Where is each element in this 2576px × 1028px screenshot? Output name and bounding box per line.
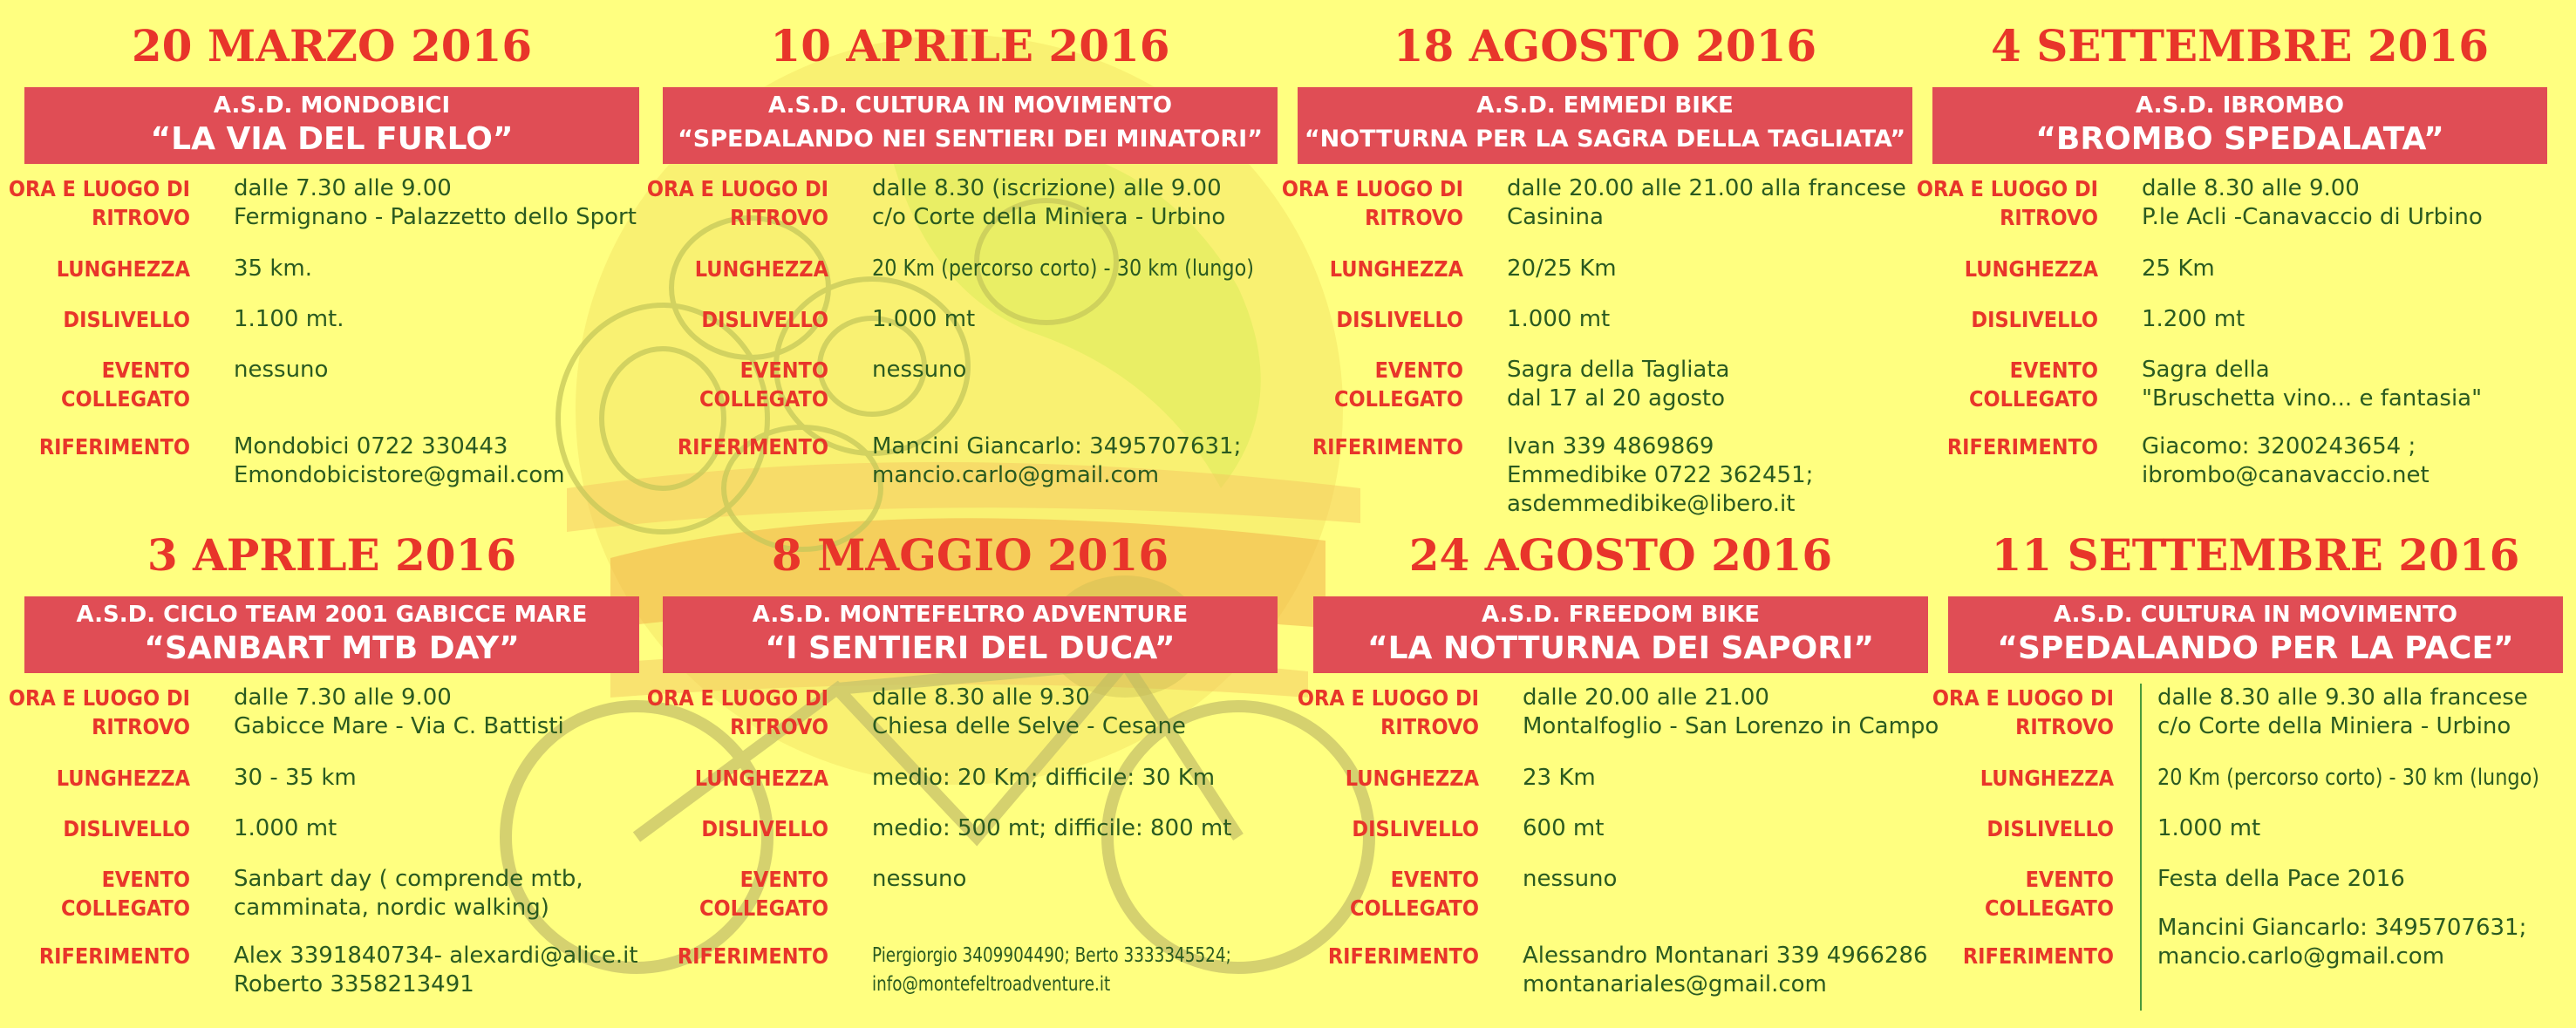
value-line: Mondobici 0722 330443 [234,433,508,460]
value-dislivello: medio: 500 mt; difficile: 800 mt [872,815,1232,841]
label-dislivello: DISLIVELLO [63,307,190,332]
value-line: Giacomo: 3200243654 ; [2142,433,2416,460]
label-riferimento: RIFERIMENTO [38,434,190,460]
value-line: ibrombo@canavaccio.net [2142,462,2429,488]
label-evento: EVENTO COLLEGATO [699,867,828,921]
label-evento: EVENTO COLLEGATO [1968,357,2098,412]
value-ritrovo [1523,684,1939,741]
value-line: camminata, nordic walking) [234,895,549,921]
value-line: Chiesa delle Selve - Cesane [872,713,1186,739]
event-title: “LA NOTTURNA DEI SAPORI” [1366,630,1875,666]
value-ritrovo [1507,174,1906,232]
event-banner [1298,87,1912,164]
value-lunghezza: 30 - 35 km [234,765,357,791]
value-dislivello: 1.200 mt [2142,306,2245,332]
organizer-name: A.S.D. IBROMBO [2135,92,2345,119]
event-date: 3 APRILE 2016 [147,529,517,581]
value-line: Montalfoglio - San Lorenzo in Campo [1523,713,1939,739]
event-card-6 [646,520,1278,1025]
label-ritrovo: ORA E LUOGO DI RITROVO [1281,176,1463,230]
value-dislivello: 1.000 mt [1507,306,1611,332]
event-date: 8 MAGGIO 2016 [771,529,1169,581]
value-line: Ivan 339 4869869 [1507,433,1714,460]
label-riferimento: RIFERIMENTO [38,943,190,969]
value-line: dalle 8.30 alle 9.30 [872,684,1090,711]
label-ritrovo: ORA E LUOGO DI RITROVO [1297,685,1479,739]
value-line: dal 17 al 20 agosto [1507,385,1726,412]
label-evento: EVENTO COLLEGATO [699,357,828,412]
organizer-name: A.S.D. MONTEFELTRO ADVENTURE [752,602,1189,628]
value-line: Mancini Giancarlo: 3495707631; [872,433,1242,460]
value-evento [234,865,583,922]
value-line: dalle 8.30 (iscrizione) alle 9.00 [872,175,1222,201]
value-lunghezza: 20 Km (percorso corto) - 30 km (lungo) [872,255,1254,282]
organizer-name: A.S.D. CULTURA IN MOVIMENTO [768,92,1172,119]
event-date: 11 SETTEMBRE 2016 [1991,529,2520,581]
value-line: Gabicce Mare - Via C. Battisti [234,713,564,739]
value-dislivello: 1.000 mt [2157,815,2261,841]
label-dislivello: DISLIVELLO [701,307,828,332]
label-dislivello: DISLIVELLO [1352,816,1479,841]
value-riferimento [1523,942,1928,999]
value-line: Sagra della Tagliata [1507,357,1730,383]
label-lunghezza: LUNGHEZZA [1329,256,1463,282]
event-card-5 [8,520,639,1025]
event-banner [663,87,1278,164]
value-line: montanariales@gmail.com [1523,971,1827,997]
value-lunghezza: 35 km. [234,255,312,282]
value-line: asdemmedibike@libero.it [1507,491,1796,517]
label-evento: EVENTO COLLEGATO [1333,357,1463,412]
event-card-4 [1916,10,2547,525]
event-title: “SPEDALANDO NEI SENTIERI DEI MINATORI” [678,126,1263,153]
label-lunghezza: LUNGHEZZA [1980,766,2114,791]
label-ritrovo: ORA E LUOGO DI RITROVO [8,685,190,739]
event-title: “BROMBO SPEDALATA” [2035,121,2444,157]
value-lunghezza: medio: 20 Km; difficile: 30 Km [872,765,1216,791]
label-riferimento: RIFERIMENTO [1312,434,1463,460]
event-date: 4 SETTEMBRE 2016 [1991,20,2489,71]
label-ritrovo: ORA E LUOGO DI RITROVO [8,176,190,230]
event-banner [1932,87,2547,164]
value-line: Fermignano - Palazzetto dello Sport [234,204,637,230]
value-lunghezza: 20/25 Km [1507,255,1617,282]
value-line: Roberto 3358213491 [234,971,474,997]
value-riferimento [234,432,565,490]
value-line: Emondobicistore@gmail.com [234,462,565,488]
label-evento: EVENTO COLLEGATO [60,867,190,921]
value-line: nessuno [234,357,329,383]
label-riferimento: RIFERIMENTO [1327,943,1479,969]
event-card-3 [1281,10,1912,525]
value-line: Alex 3391840734- alexardi@alice.it [234,943,638,969]
event-title: “I SENTIERI DEL DUCA” [765,630,1176,666]
value-ritrovo [2157,684,2528,741]
label-dislivello: DISLIVELLO [63,816,190,841]
label-ritrovo: ORA E LUOGO DI RITROVO [1916,176,2098,230]
value-evento [234,356,328,385]
label-lunghezza: LUNGHEZZA [1964,256,2098,282]
value-line: Alessandro Montanari 339 4966286 [1523,943,1928,969]
label-ritrovo: ORA E LUOGO DI RITROVO [646,685,828,739]
value-line: Sagra della [2142,357,2270,383]
event-title: “SPEDALANDO PER LA PACE” [1997,630,2514,666]
value-riferimento [1507,432,1813,519]
event-banner [1313,596,1928,673]
value-line: c/o Corte della Miniera - Urbino [872,204,1226,230]
label-lunghezza: LUNGHEZZA [694,256,828,282]
event-date: 10 APRILE 2016 [770,20,1170,71]
value-riferimento [872,432,1241,490]
value-line: c/o Corte della Miniera - Urbino [2157,713,2511,739]
event-card-8 [1932,520,2563,1025]
event-title: “NOTTURNA PER LA SAGRA DELLA TAGLIATA” [1304,126,1906,153]
divider-line [2140,684,2142,1011]
label-lunghezza: LUNGHEZZA [56,256,190,282]
value-line: dalle 8.30 alle 9.00 [2142,175,2360,201]
label-riferimento: RIFERIMENTO [677,434,828,460]
organizer-name: A.S.D. CICLO TEAM 2001 GABICCE MARE [76,602,588,628]
value-line: Casinina [1507,204,1604,230]
value-line: Sanbart day ( comprende mtb, [234,866,583,892]
value-evento [872,356,966,385]
label-riferimento: RIFERIMENTO [677,943,828,969]
value-ritrovo [2142,174,2483,232]
value-line: dalle 20.00 alle 21.00 [1523,684,1769,711]
value-evento [872,865,966,894]
label-lunghezza: LUNGHEZZA [694,766,828,791]
value-line: dalle 8.30 alle 9.30 alla francese [2157,684,2528,711]
organizer-name: A.S.D. MONDOBICI [213,92,451,119]
value-line: Mancini Giancarlo: 3495707631; [2157,915,2527,941]
value-riferimento [2142,432,2429,490]
value-dislivello: 600 mt [1523,815,1605,841]
value-line: Festa della Pace 2016 [2157,866,2405,892]
value-line: "Bruschetta vino... e fantasia" [2142,385,2483,412]
value-lunghezza: 20 Km (percorso corto) - 30 km (lungo) [2157,765,2539,791]
label-lunghezza: LUNGHEZZA [56,766,190,791]
value-line: mancio.carlo@gmail.com [872,462,1160,488]
value-dislivello: 1.000 mt [234,815,337,841]
label-evento: EVENTO COLLEGATO [1984,867,2114,921]
event-date: 24 AGOSTO 2016 [1408,529,1833,581]
value-line: dalle 20.00 alle 21.00 alla francese [1507,175,1906,201]
label-dislivello: DISLIVELLO [1987,816,2114,841]
value-line: Piergiorgio 3409904490; Berto 3333345524; [872,944,1231,967]
value-evento [2142,356,2482,413]
value-dislivello: 1.100 mt. [234,306,344,332]
event-card-7 [1297,520,1939,1025]
value-ritrovo [872,684,1186,741]
label-lunghezza: LUNGHEZZA [1345,766,1479,791]
value-riferimento [2157,914,2526,971]
event-banner [24,87,639,164]
value-line: dalle 7.30 alle 9.00 [234,684,452,711]
value-line: Emmedibike 0722 362451; [1507,462,1814,488]
label-ritrovo: ORA E LUOGO DI RITROVO [1932,685,2114,739]
event-date: 20 MARZO 2016 [131,20,533,71]
value-line: mancio.carlo@gmail.com [2157,943,2445,970]
value-line: info@montefeltroadventure.it [872,973,1111,996]
value-line: dalle 7.30 alle 9.00 [234,175,452,201]
event-banner [24,596,639,673]
value-ritrovo [872,174,1225,232]
organizer-name: A.S.D. EMMEDI BIKE [1476,92,1734,119]
label-riferimento: RIFERIMENTO [1946,434,2098,460]
label-ritrovo: ORA E LUOGO DI RITROVO [646,176,828,230]
value-ritrovo [234,684,564,741]
value-evento [2157,865,2405,894]
value-dislivello: 1.000 mt [872,306,976,332]
value-line: nessuno [1523,866,1618,892]
label-dislivello: DISLIVELLO [701,816,828,841]
label-evento: EVENTO COLLEGATO [1349,867,1479,921]
value-evento [1523,865,1617,894]
event-banner [663,596,1278,673]
event-date: 18 AGOSTO 2016 [1393,20,1817,71]
value-riferimento [234,942,638,999]
value-line: nessuno [872,357,967,383]
value-evento [1507,356,1730,413]
event-card-2 [646,10,1278,525]
organizer-name: A.S.D. CULTURA IN MOVIMENTO [2054,602,2457,628]
label-riferimento: RIFERIMENTO [1962,943,2114,969]
event-card-1 [8,10,639,525]
value-lunghezza: 25 Km [2142,255,2215,282]
value-line: nessuno [872,866,967,892]
value-riferimento [872,942,1231,999]
event-title: “LA VIA DEL FURLO” [150,121,514,157]
value-ritrovo [234,174,637,232]
value-lunghezza: 23 Km [1523,765,1596,791]
value-line: P.le Acli -Canavaccio di Urbino [2142,204,2483,230]
event-title: “SANBART MTB DAY” [144,630,520,666]
event-banner [1948,596,2563,673]
organizer-name: A.S.D. FREEDOM BIKE [1482,602,1760,628]
label-dislivello: DISLIVELLO [1971,307,2098,332]
label-dislivello: DISLIVELLO [1336,307,1463,332]
label-evento: EVENTO COLLEGATO [60,357,190,412]
